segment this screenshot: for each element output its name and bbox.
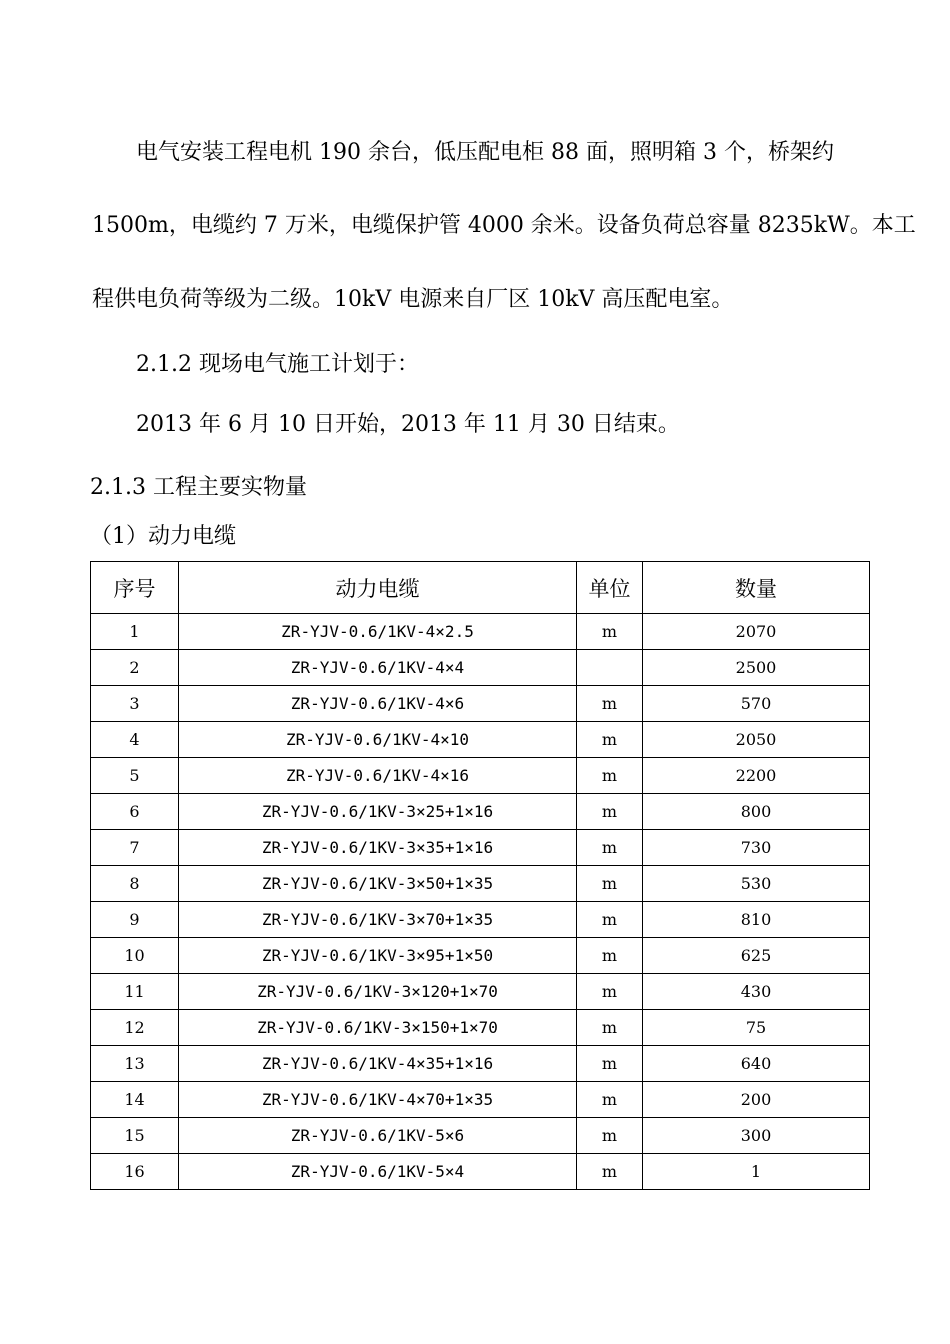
body-paragraph-line-1: 电气安装工程电机 190 余台，低压配电柜 88 面，照明箱 3 个，桥架约 [136, 140, 834, 165]
cell-seq: 7 [91, 830, 179, 866]
header-seq: 序号 [91, 562, 179, 614]
header-unit: 单位 [577, 562, 643, 614]
cell-cable: ZR-YJV-0.6/1KV-4×10 [179, 722, 577, 758]
header-qty: 数量 [643, 562, 870, 614]
cell-seq: 1 [91, 614, 179, 650]
table-row [91, 614, 870, 650]
cell-seq: 3 [91, 686, 179, 722]
cell-qty: 570 [643, 686, 870, 722]
cell-qty: 625 [643, 938, 870, 974]
cell-qty: 2500 [643, 650, 870, 686]
table-row [91, 1082, 870, 1118]
cell-qty: 2050 [643, 722, 870, 758]
cell-unit: m [577, 974, 643, 1010]
cell-unit: m [577, 830, 643, 866]
cell-cable: ZR-YJV-0.6/1KV-4×35+1×16 [179, 1046, 577, 1082]
cell-unit: m [577, 722, 643, 758]
cell-qty: 75 [643, 1010, 870, 1046]
cell-qty: 800 [643, 794, 870, 830]
table-row [91, 758, 870, 794]
cell-seq: 4 [91, 722, 179, 758]
table-row [91, 866, 870, 902]
cell-qty: 530 [643, 866, 870, 902]
cell-unit: m [577, 902, 643, 938]
cell-cable: ZR-YJV-0.6/1KV-5×4 [179, 1154, 577, 1190]
cell-qty: 640 [643, 1046, 870, 1082]
cell-cable: ZR-YJV-0.6/1KV-3×35+1×16 [179, 830, 577, 866]
cell-seq: 8 [91, 866, 179, 902]
cell-seq: 10 [91, 938, 179, 974]
cell-cable: ZR-YJV-0.6/1KV-3×95+1×50 [179, 938, 577, 974]
cell-unit: m [577, 866, 643, 902]
table-row [91, 974, 870, 1010]
cell-cable: ZR-YJV-0.6/1KV-3×70+1×35 [179, 902, 577, 938]
cell-unit [577, 650, 643, 686]
table-row [91, 1046, 870, 1082]
cell-cable: ZR-YJV-0.6/1KV-3×120+1×70 [179, 974, 577, 1010]
table-row [91, 1010, 870, 1046]
cell-cable: ZR-YJV-0.6/1KV-4×16 [179, 758, 577, 794]
cell-cable: ZR-YJV-0.6/1KV-5×6 [179, 1118, 577, 1154]
schedule-text: 2013 年 6 月 10 日开始，2013 年 11 月 30 日结束。 [136, 412, 680, 437]
table-row [91, 1118, 870, 1154]
cell-seq: 15 [91, 1118, 179, 1154]
body-paragraph-line-3: 程供电负荷等级为二级。10kV 电源来自厂区 10kV 高压配电室。 [92, 287, 734, 312]
cell-unit: m [577, 1082, 643, 1118]
cell-qty: 200 [643, 1082, 870, 1118]
cell-qty: 300 [643, 1118, 870, 1154]
cell-unit: m [577, 1046, 643, 1082]
cell-cable: ZR-YJV-0.6/1KV-4×70+1×35 [179, 1082, 577, 1118]
cell-cable: ZR-YJV-0.6/1KV-4×2.5 [179, 614, 577, 650]
cell-seq: 14 [91, 1082, 179, 1118]
table-row [91, 1154, 870, 1190]
cell-unit: m [577, 794, 643, 830]
table-row [91, 650, 870, 686]
cell-cable: ZR-YJV-0.6/1KV-3×25+1×16 [179, 794, 577, 830]
cell-seq: 13 [91, 1046, 179, 1082]
table-header-row [91, 562, 870, 614]
table-row [91, 722, 870, 758]
cell-seq: 5 [91, 758, 179, 794]
section-2-1-3-heading: 2.1.3 工程主要实物量 [90, 475, 307, 500]
table-row [91, 686, 870, 722]
cell-unit: m [577, 1010, 643, 1046]
cell-cable: ZR-YJV-0.6/1KV-4×6 [179, 686, 577, 722]
cell-unit: m [577, 758, 643, 794]
header-cable: 动力电缆 [179, 562, 577, 614]
cell-seq: 16 [91, 1154, 179, 1190]
cell-qty: 430 [643, 974, 870, 1010]
cell-cable: ZR-YJV-0.6/1KV-3×150+1×70 [179, 1010, 577, 1046]
cell-qty: 810 [643, 902, 870, 938]
table-row [91, 902, 870, 938]
body-paragraph-line-2: 1500m，电缆约 7 万米，电缆保护管 4000 余米。设备负荷总容量 8235kW。本工 [92, 213, 916, 238]
section-2-1-2-heading: 2.1.2 现场电气施工计划于： [136, 352, 419, 377]
cell-seq: 11 [91, 974, 179, 1010]
power-cable-subheading: （1）动力电缆 [90, 524, 236, 549]
cell-seq: 12 [91, 1010, 179, 1046]
cell-cable: ZR-YJV-0.6/1KV-4×4 [179, 650, 577, 686]
cell-seq: 6 [91, 794, 179, 830]
table-row [91, 830, 870, 866]
cell-cable: ZR-YJV-0.6/1KV-3×50+1×35 [179, 866, 577, 902]
cell-unit: m [577, 1154, 643, 1190]
cell-qty: 1 [643, 1154, 870, 1190]
cell-unit: m [577, 938, 643, 974]
table-row [91, 794, 870, 830]
power-cable-table [90, 561, 870, 1190]
cell-seq: 9 [91, 902, 179, 938]
cell-unit: m [577, 1118, 643, 1154]
cell-seq: 2 [91, 650, 179, 686]
cell-qty: 2200 [643, 758, 870, 794]
cell-qty: 2070 [643, 614, 870, 650]
cell-unit: m [577, 614, 643, 650]
cell-unit: m [577, 686, 643, 722]
table-row [91, 938, 870, 974]
cell-qty: 730 [643, 830, 870, 866]
